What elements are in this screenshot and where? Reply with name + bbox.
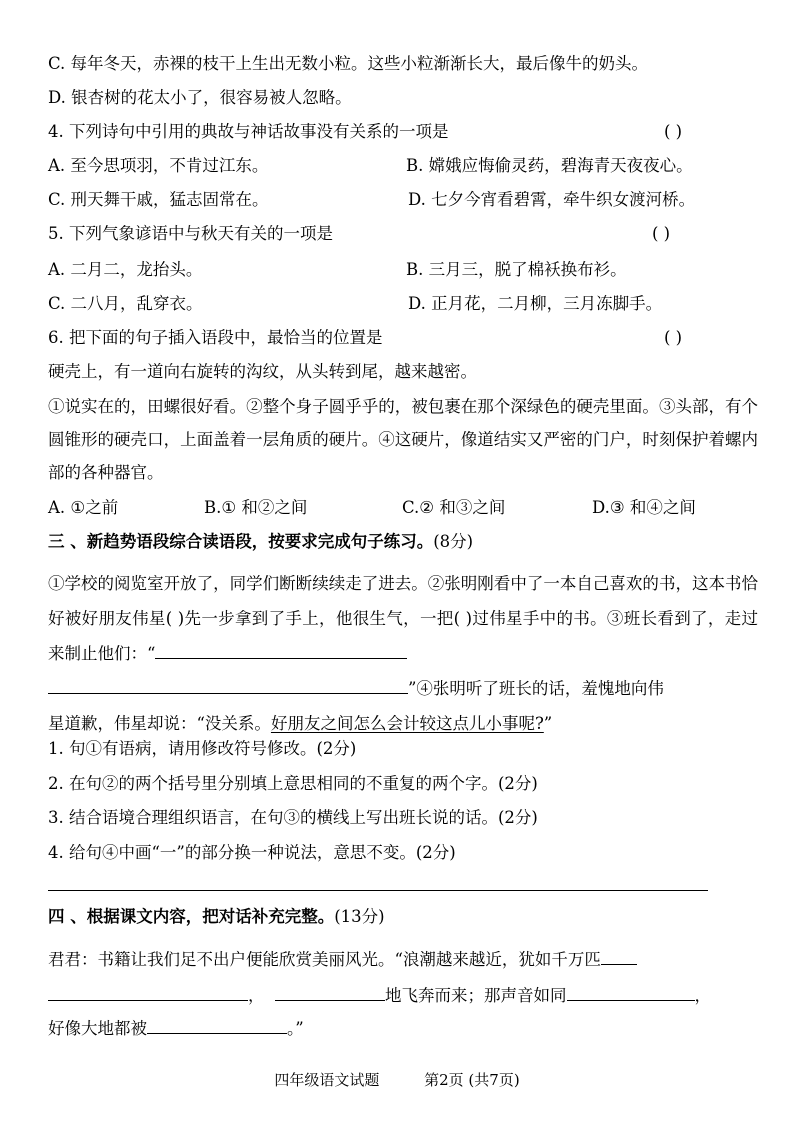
q4-option-c: C. 刑天舞干戚，猛志固常在。: [48, 190, 269, 209]
q4-options-row2: [48, 188, 758, 212]
q6-passage: ①说实在的，田螺很好看。②整个身子圆乎乎的，被包裹在那个深绿色的硬壳里面。③头部，有个圆锥形的硬壳口，上面盖着一层角质的硬片。④这硬片，像道结实又严密的门户，时刻保护着螺内部的各种器官。: [48, 397, 758, 482]
q4-answer-paren: ( ): [664, 122, 683, 141]
section3-q1: 1. 句①有语病，请用修改符号修改。(2分): [48, 739, 357, 758]
monitor-speech-blank-2[interactable]: [48, 675, 408, 694]
section3-q3: 3. 结合语境合理组织语言，在句③的横线上写出班长说的话。(2分): [48, 808, 538, 827]
section3-underlined-sentence: 好朋友之间怎么会计较这点儿小事呢?: [270, 714, 544, 733]
q6-option-b: B.① 和②之间: [204, 498, 308, 517]
q6-answer-paren: ( ): [664, 328, 683, 347]
section3-q4: 4. 给句④中画“一”的部分换一种说法，意思不变。(2分): [48, 843, 456, 862]
q6-options: [48, 496, 758, 520]
section4-blank-4[interactable]: [147, 1015, 287, 1034]
q6-insert-sentence: 硬壳上，有一道向右旋转的沟纹，从头转到尾，越来越密。: [48, 362, 477, 381]
section4-title: 四 、根据课文内容，把对话补充完整。: [48, 907, 335, 926]
section4-line3: [48, 1015, 758, 1041]
q5-stem: 5. 下列气象谚语中与秋天有关的一项是: [48, 224, 333, 243]
q6-option-c: C.② 和③之间: [402, 498, 506, 517]
monitor-speech-blank-1[interactable]: [155, 640, 407, 659]
q6-option-a: A. ①之前: [48, 498, 119, 517]
q5-option-c: C. 二八月，乱穿衣。: [48, 294, 203, 313]
section4-blank-3[interactable]: [567, 982, 695, 1001]
section4-heading: [48, 905, 758, 929]
q4-option-d: D. 七夕今宵看碧霄，牵牛织女渡河桥。: [408, 190, 696, 209]
section4-l1: 君君：书籍让我们足不出户便能欣赏美丽风光。“浪潮越来越近，犹如千万匹: [48, 950, 601, 969]
section4-blank-2[interactable]: [275, 982, 385, 1001]
section3-paragraph: [48, 566, 758, 741]
section3-q2: 2. 在句②的两个括号里分别填上意思相同的不重复的两个字。(2分): [48, 774, 538, 793]
section3-title: 三 、新趋势语段综合读语段，按要求完成句子练习。: [48, 532, 434, 551]
section4-blank-1b[interactable]: [48, 982, 248, 1001]
q3-option-c: C. 每年冬天，赤裸的枝干上生出无数小粒。这些小粒渐渐长大，最后像牛的奶头。: [48, 54, 649, 73]
q4-stem: 4. 下列诗句中引用的典故与神话故事没有关系的一项是: [48, 122, 449, 141]
section4-score: (13分): [334, 907, 385, 926]
q6-option-d: D.③ 和④之间: [592, 498, 696, 517]
section4-l2-mid: 地飞奔而来；那声音如同: [385, 986, 567, 1005]
q5-option-b: B. 三月三，脱了棉袄换布衫。: [406, 260, 627, 279]
q5-options-row1: [48, 258, 758, 282]
q4-option-a: A. 至今思项羽，不肯过江东。: [48, 156, 269, 175]
q4-options-row1: [48, 154, 758, 178]
section4-line2: [48, 982, 758, 1008]
section4-comma-2: ，: [694, 986, 711, 1005]
q6-stem: 6. 把下面的句子插入语段中，最恰当的位置是: [48, 328, 383, 347]
section4-line1: [48, 946, 758, 972]
answer-line[interactable]: [48, 890, 708, 891]
q4-option-b: B. 嫦娥应悔偷灵药，碧海青天夜夜心。: [406, 156, 693, 175]
q5-option-a: A. 二月二，龙抬头。: [48, 260, 203, 279]
section4-l3-suffix: 。”: [287, 1019, 304, 1038]
section3-score: (8分): [433, 532, 474, 551]
q5-answer-paren: ( ): [652, 224, 671, 243]
section3-p1: ①学校的阅览室开放了，同学们断断续续走了进去。②张明刚看中了一本自己喜欢的书，这本书恰好被好朋友伟星( )先一步拿到了手上，他很生气，一把( )过伟星手中的书。③班长看到了，走过来制止他们：“: [48, 574, 758, 663]
section4-blank-1a[interactable]: [601, 946, 637, 965]
q5-option-d: D. 正月花，二月柳，三月冻脚手。: [408, 294, 663, 313]
section3-p3-suffix: ”: [543, 714, 553, 733]
footer-page-number: 第2页 (共7页): [424, 1071, 520, 1089]
section4-comma-1: ，: [248, 986, 265, 1005]
page-footer: [0, 1069, 794, 1090]
section3-p3-prefix: 星道歉，伟星却说：“没关系。: [48, 714, 271, 733]
section3-p2: ”④张明听了班长的话，羞愧地向伟: [408, 679, 664, 698]
footer-subject: 四年级语文试题: [274, 1071, 380, 1089]
section4-l3-prefix: 好像大地都被: [48, 1019, 147, 1038]
q5-options-row2: [48, 292, 758, 316]
q3-option-d: D. 银杏树的花太小了，很容易被人忽略。: [48, 88, 352, 107]
section3-heading: [48, 530, 758, 554]
